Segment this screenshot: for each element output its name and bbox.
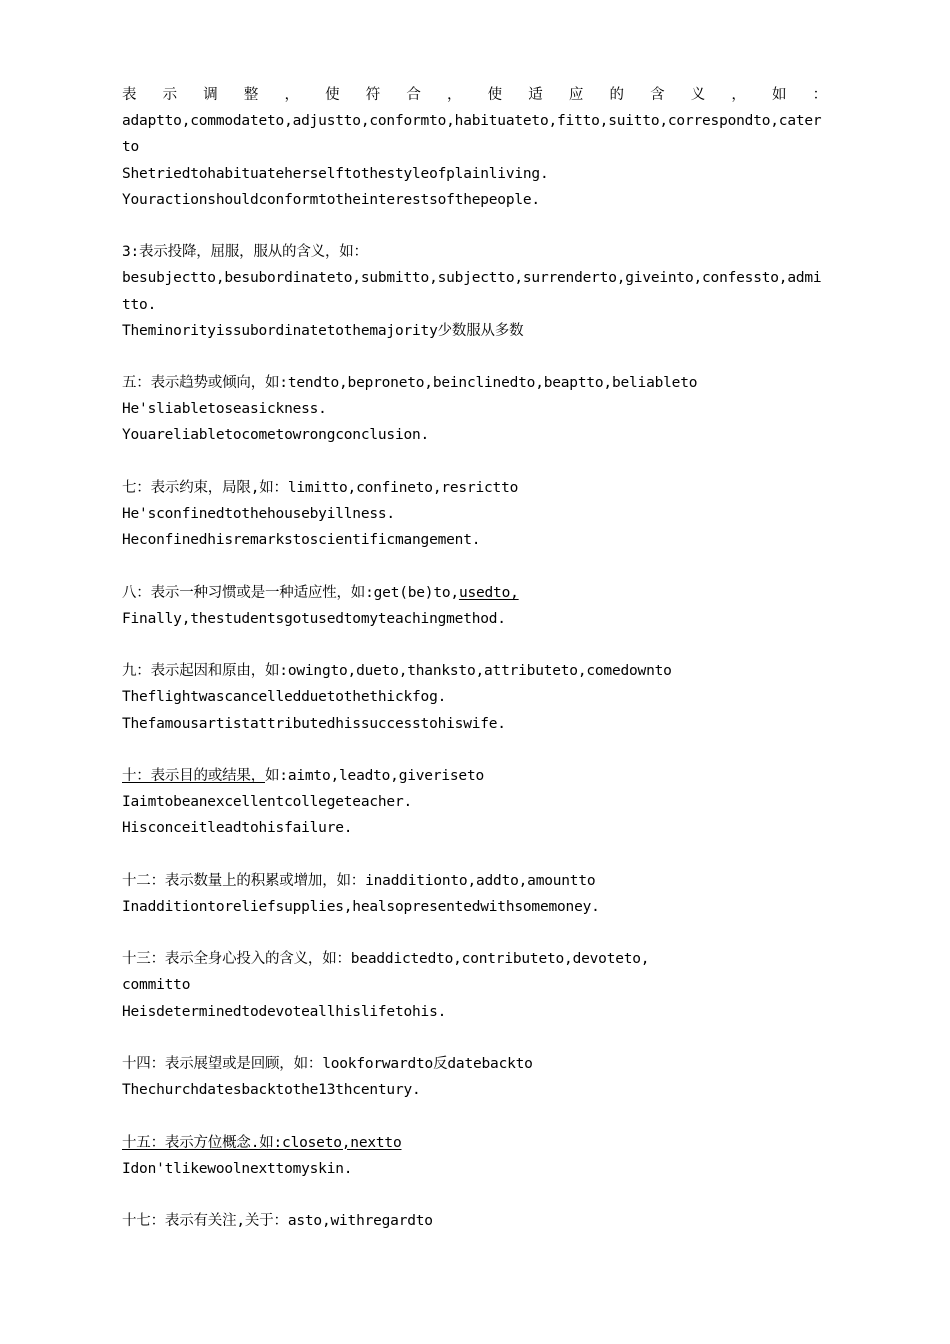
heading-underlined-text: 十：表示目的或结果， [122,767,265,784]
heading-char: 表 [122,87,137,103]
heading-char: ： [812,87,827,103]
section-heading: 十四：表示展望或是回顾，如：lookforwardto反datebackto [122,1055,533,1072]
body-line: Idon'tlikewoolnexttomyskin. [122,1160,353,1177]
heading-char: ， [284,87,299,103]
heading-text: 如:aimto,leadto,giveriseto [265,767,485,784]
body-line: Heisdeterminedtodevoteallhislifetohis. [122,1003,447,1020]
heading-char: 合 [406,87,421,103]
section-heading: 十七：表示有关注,关于：asto,withregardto [122,1213,433,1230]
body-line: adaptto,commodateto,adjustto,conformto,habituateto,fitto,suitto,correspondto,caterto [122,113,822,156]
section-heading: 十三：表示全身心投入的含义，如：beaddictedto,contributeto,devoteto, [122,951,650,968]
section-heading: 3:表示投降，屈服，服从的含义，如： [122,244,368,261]
body-line: besubjectto,besubordinateto,submitto,subjectto,surrenderto,giveinto,confessto,admitto. [122,270,822,313]
body-line: Iaimtobeanexcellentcollegeteacher. [122,794,413,811]
body-line: Inadditiontoreliefsupplies,healsopresentedwithsomemoney. [122,898,600,915]
heading-char: 符 [365,87,381,103]
body-line: Thefamousartistattributedhissuccesstohiswife. [122,715,506,732]
section-heading: 七：表示约束，局限,如：limitto,confineto,resrictto [122,479,519,496]
heading-text: 八：表示一种习惯或是一种适应性，如:get(be)to, [122,584,459,601]
heading-char: 示 [162,87,177,103]
section-heading [122,1130,827,1156]
body-line: He'sliabletoseasickness. [122,401,327,418]
heading-char: 使 [325,87,340,103]
body-line: Shetriedtohabituateherselftothestyleofplainliving. [122,165,549,182]
heading-char: ， [731,87,746,103]
section-heading: 九：表示起因和原由，如:owingto,dueto,thanksto,attributeto,comedownto [122,663,672,680]
heading-underlined-text: 十五：表示方位概念.如:closeto,nextto [122,1134,402,1151]
section-heading: 五：表示趋势或倾向，如:tendto,beproneto,beinclinedto,beaptto,beliableto [122,375,698,392]
heading-char: 使 [487,87,502,103]
document-page [122,82,827,1234]
heading-char: 适 [528,87,543,103]
body-line: Finally,thestudentsgotusedtomyteachingmethod. [122,610,506,627]
heading-underlined-text: usedto, [458,584,519,601]
body-line: committo [122,977,191,994]
heading-char: 调 [203,87,218,103]
heading-char: 义 [690,87,706,103]
heading-char: 的 [609,87,624,103]
section-heading [122,580,827,606]
heading-char: ， [447,87,462,103]
body-line: Thechurchdatesbacktothe13thcentury. [122,1082,421,1099]
section-heading [122,763,827,789]
body-line: Heconfinedhisremarkstoscientificmangement. [122,532,481,549]
body-line: Theminorityissubordinatetothemajority少数服从多数 [122,322,524,339]
section-heading: 十二：表示数量上的积累或增加，如：inadditionto,addto,amountto [122,872,596,889]
body-line: Theflightwascancelledduetothethickfog. [122,689,447,706]
body-line: Youractionshouldconformtotheinterestsofthepeople. [122,191,540,208]
heading-justified [122,82,827,108]
heading-char: 应 [568,87,584,103]
body-line: Hisconceitleadtohisfailure. [122,820,353,837]
body-line: He'sconfinedtothehousebyillness. [122,506,395,523]
body-line: Youareliabletocometowrongconclusion. [122,427,430,444]
heading-char: 含 [650,87,665,103]
heading-char: 如 [772,87,787,103]
heading-char: 整 [243,87,259,103]
